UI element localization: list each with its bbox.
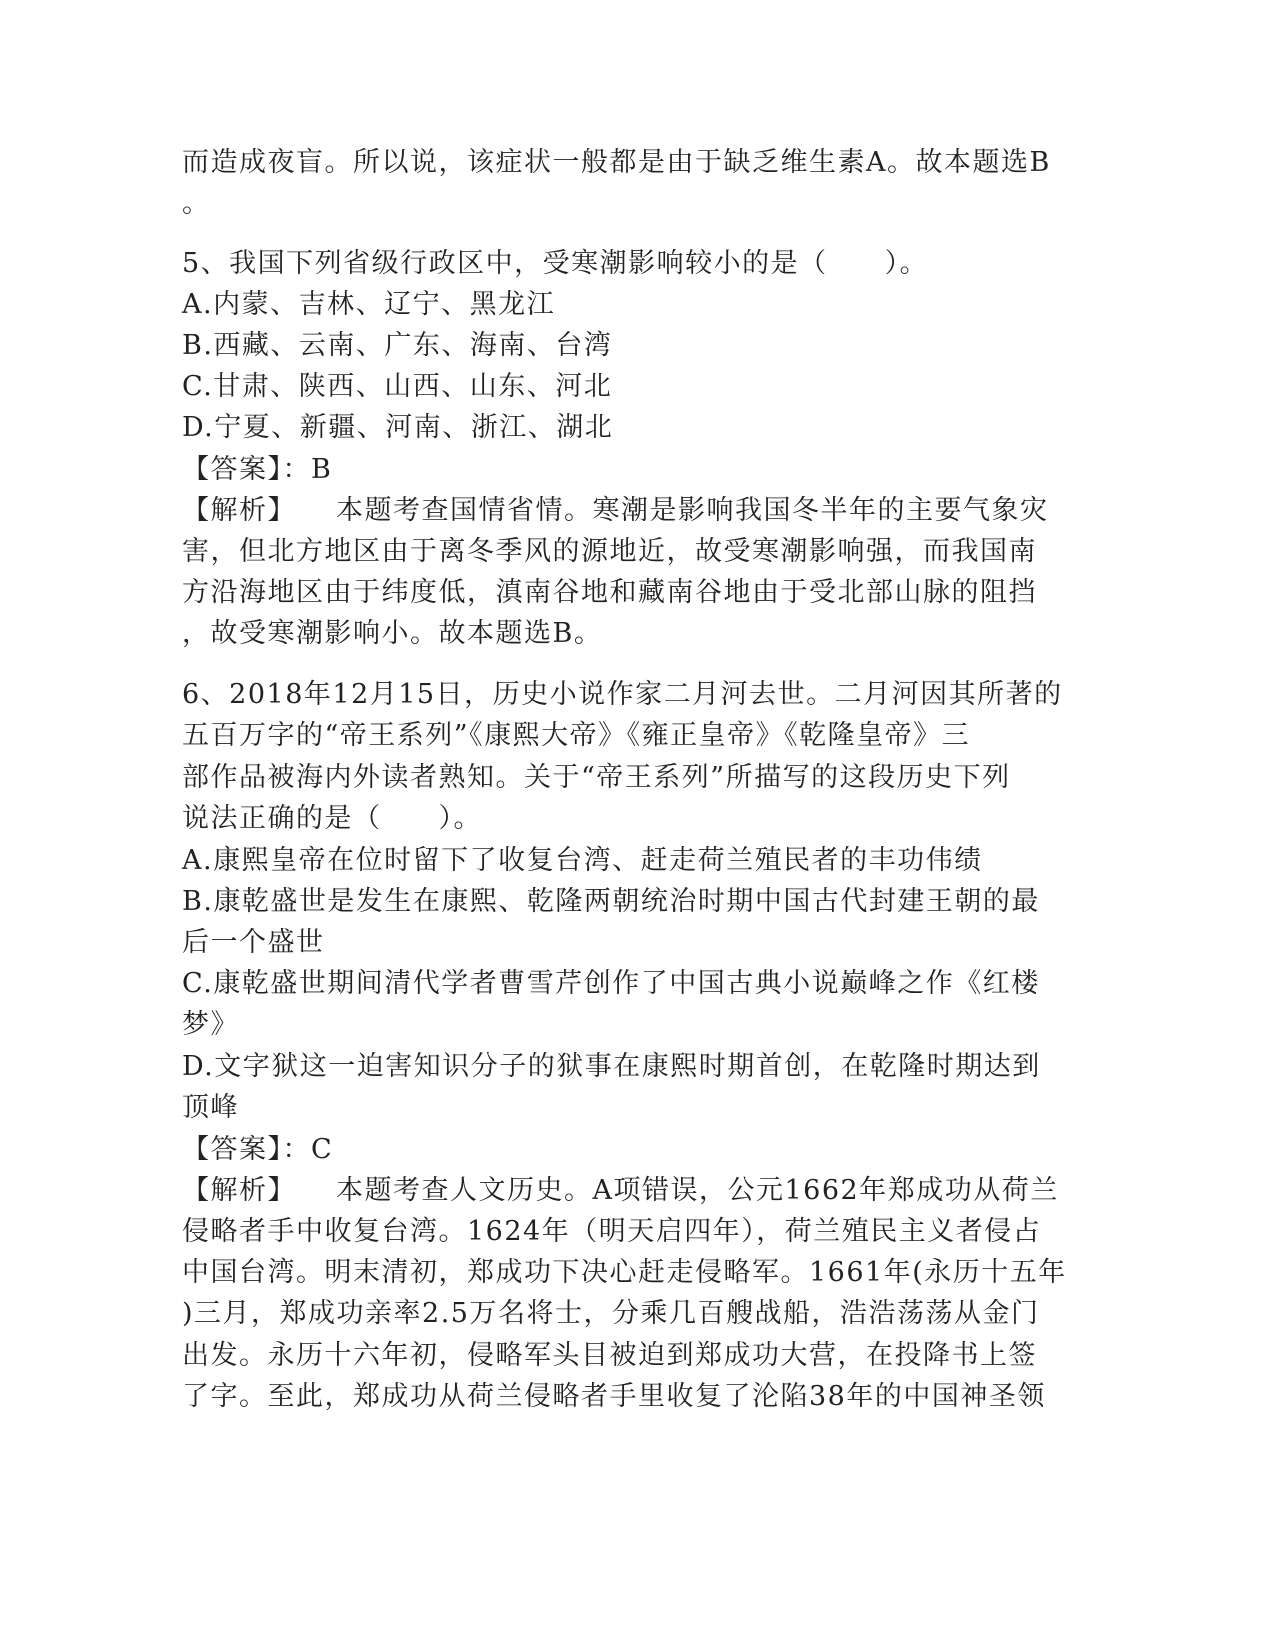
question-6-option-d-cont: 顶峰	[182, 1092, 239, 1123]
question-5-analysis-first-line	[182, 490, 1049, 531]
question-5-analysis-line: 害，但北方地区由于离冬季风的源地近，故受寒潮影响强，而我国南	[182, 536, 1037, 567]
question-5-answer: 【答案】：B	[182, 454, 333, 485]
analysis-label: 【解析】	[182, 495, 296, 526]
question-5-stem: 5、我国下列省级行政区中，受寒潮影响较小的是（ ）。	[182, 248, 929, 279]
question-6-stem-line: 6、2018年12月15日，历史小说作家二月河去世。二月河因其所著的	[182, 679, 1063, 710]
question-6-analysis-line: 出发。永历十六年初，侵略军头目被迫到郑成功大营，在投降书上签	[182, 1340, 1037, 1371]
question-6-option-c: C.康乾盛世期间清代学者曹雪芹创作了中国古典小说巅峰之作《红楼	[182, 968, 1040, 999]
analysis-text: 本题考查国情省情。寒潮是影响我国冬半年的主要气象灾	[336, 495, 1049, 526]
question-6-analysis-line: 中国台湾。明末清初，郑成功下决心赶走侵略军。1661年(永历十五年	[182, 1257, 1067, 1288]
question-6-answer: 【答案】：C	[182, 1134, 334, 1165]
question-6-analysis-first-line	[182, 1170, 1059, 1211]
question-6-stem-line: 五百万字的“帝王系列”《康熙大帝》《雍正皇帝》《乾隆皇帝》三	[182, 720, 971, 751]
analysis-text: 本题考查人文历史。A项错误，公元1662年郑成功从荷兰	[336, 1175, 1059, 1206]
question-6-analysis-line: 侵略者手中收复台湾。1624年（明天启四年），荷兰殖民主义者侵占	[182, 1216, 1042, 1247]
question-6-stem-line: 部作品被海内外读者熟知。关于“帝王系列”所描写的这段历史下列	[182, 762, 1011, 793]
question-5-option-b: B.西藏、云南、广东、海南、台湾	[182, 330, 613, 361]
intro-line: 。	[182, 188, 211, 219]
question-6-option-a: A.康熙皇帝在位时留下了收复台湾、赶走荷兰殖民者的丰功伟绩	[182, 845, 983, 876]
question-5-option-d: D.宁夏、新疆、河南、浙江、湖北	[182, 412, 614, 443]
analysis-label: 【解析】	[182, 1175, 296, 1206]
question-6-analysis-line: )三月，郑成功亲率2.5万名将士，分乘几百艘战船，浩浩荡荡从金门	[182, 1298, 1040, 1329]
question-5-analysis-line: 方沿海地区由于纬度低，滇南谷地和藏南谷地由于受北部山脉的阻挡	[182, 577, 1037, 608]
question-6-option-d: D.文字狱这一迫害知识分子的狱事在康熙时期首创，在乾隆时期达到	[182, 1051, 1041, 1082]
question-6-analysis-line: 了字。至此，郑成功从荷兰侵略者手里收复了沦陷38年的中国神圣领	[182, 1381, 1046, 1412]
question-5-option-a: A.内蒙、吉林、辽宁、黑龙江	[182, 289, 556, 320]
question-6-option-c-cont: 梦》	[182, 1009, 239, 1040]
question-5-analysis-line: ，故受寒潮影响小。故本题选B。	[182, 618, 603, 649]
question-6-stem-line: 说法正确的是（ ）。	[182, 803, 482, 834]
intro-line: 而造成夜盲。所以说，该症状一般都是由于缺乏维生素A。故本题选B	[182, 147, 1051, 178]
question-5-option-c: C.甘肃、陕西、山西、山东、河北	[182, 371, 613, 402]
question-6-option-b: B.康乾盛世是发生在康熙、乾隆两朝统治时期中国古代封建王朝的最	[182, 886, 1040, 917]
question-6-option-b-cont: 后一个盛世	[182, 927, 325, 958]
